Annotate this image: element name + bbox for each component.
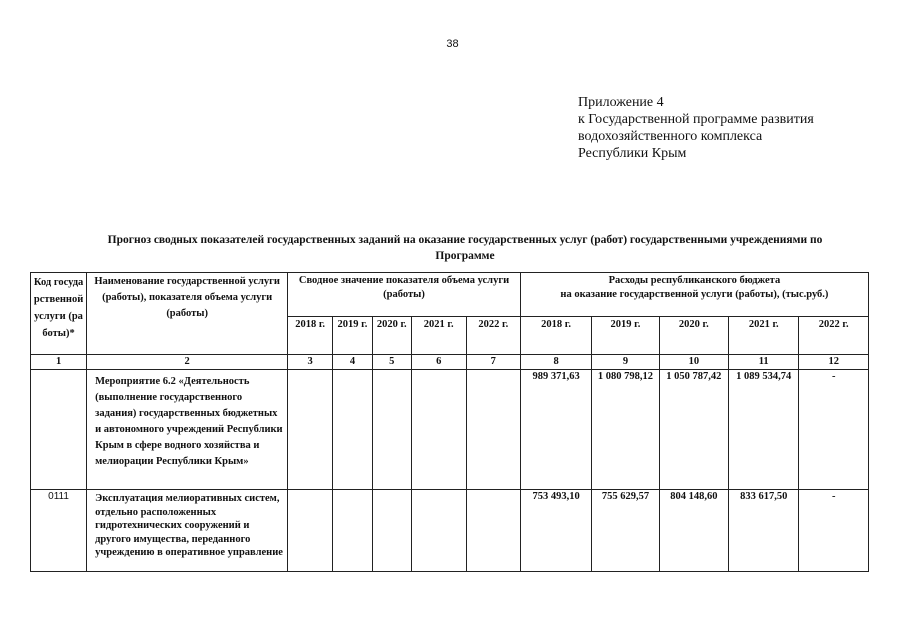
row-code [31, 370, 87, 490]
row-volume [288, 370, 333, 490]
row-expense: 1 089 534,74 [729, 370, 799, 490]
row-volume [411, 370, 466, 490]
page-number: 38 [446, 38, 459, 50]
row-expense: - [799, 370, 869, 490]
row-expense: 804 148,60 [659, 490, 728, 572]
row-volume [466, 370, 520, 490]
header-volume-year: 2020 г. [372, 317, 411, 355]
title-line-1: Прогноз сводных показателей государственных заданий на оказание государственных услуг (работ) государственными учреждениями по [107, 234, 823, 246]
column-number: 9 [592, 355, 659, 370]
header-expense-line-1: Расходы республиканского бюджета [608, 275, 781, 286]
title-line-2: Программе [435, 250, 495, 262]
document-title [50, 232, 880, 264]
row-expense: 833 617,50 [729, 490, 799, 572]
row-expense: 989 371,63 [520, 370, 591, 490]
appendix-line: Приложение 4 [578, 95, 664, 110]
appendix-line: к Государственной программе развития [578, 112, 814, 127]
header-expense-year: 2019 г. [592, 317, 659, 355]
column-number: 2 [87, 355, 288, 370]
row-expense: 1 080 798,12 [592, 370, 659, 490]
row-volume [466, 490, 520, 572]
header-code: Код государственной услуги (работы)* [31, 273, 87, 355]
table-row [31, 370, 869, 490]
column-number: 11 [729, 355, 799, 370]
column-number: 3 [288, 355, 333, 370]
header-expense-year: 2021 г. [729, 317, 799, 355]
header-volume-year: 2018 г. [288, 317, 333, 355]
forecast-table [30, 272, 869, 572]
row-name: Эксплуатация мелиоративных систем, отдельно расположенных гидротехнических сооружений и другого имущества, переданного учреждению в оперативное управление [87, 490, 288, 572]
row-expense: 755 629,57 [592, 490, 659, 572]
column-number: 7 [466, 355, 520, 370]
header-expense-year: 2020 г. [659, 317, 728, 355]
column-number: 1 [31, 355, 87, 370]
header-volume-year: 2022 г. [466, 317, 520, 355]
row-expense: 1 050 787,42 [659, 370, 728, 490]
column-number: 6 [411, 355, 466, 370]
row-volume [411, 490, 466, 572]
header-expense-group [520, 273, 868, 317]
appendix-line: водохозяйственного комплекса [578, 129, 763, 144]
row-code: 0111 [31, 490, 87, 572]
column-number: 5 [372, 355, 411, 370]
column-number: 12 [799, 355, 869, 370]
header-name: Наименование государственной услуги (работы), показателя объема услуги (работы) [87, 273, 288, 355]
header-volume-group: Сводное значение показателя объема услуги (работы) [288, 273, 521, 317]
header-expense-line-2: на оказание государственной услуги (работы), (тыс.руб.) [560, 289, 829, 300]
column-number: 8 [520, 355, 591, 370]
row-volume [333, 370, 373, 490]
row-volume [333, 490, 373, 572]
appendix-note [578, 94, 814, 162]
row-volume [372, 490, 411, 572]
header-expense-year: 2018 г. [520, 317, 591, 355]
column-number: 10 [659, 355, 728, 370]
row-volume [372, 370, 411, 490]
column-number: 4 [333, 355, 373, 370]
row-volume [288, 490, 333, 572]
appendix-line: Республики Крым [578, 146, 687, 161]
table-row [31, 490, 869, 572]
header-expense-year: 2022 г. [799, 317, 869, 355]
header-volume-year: 2021 г. [411, 317, 466, 355]
row-expense: - [799, 490, 869, 572]
row-name: Мероприятие 6.2 «Деятельность (выполнение государственного задания) государственных бюджетных и автономного учреждений Республики Крым в сфере водного хозяйства и мелиорации Республики Крым» [87, 370, 288, 490]
header-volume-year: 2019 г. [333, 317, 373, 355]
row-expense: 753 493,10 [520, 490, 591, 572]
